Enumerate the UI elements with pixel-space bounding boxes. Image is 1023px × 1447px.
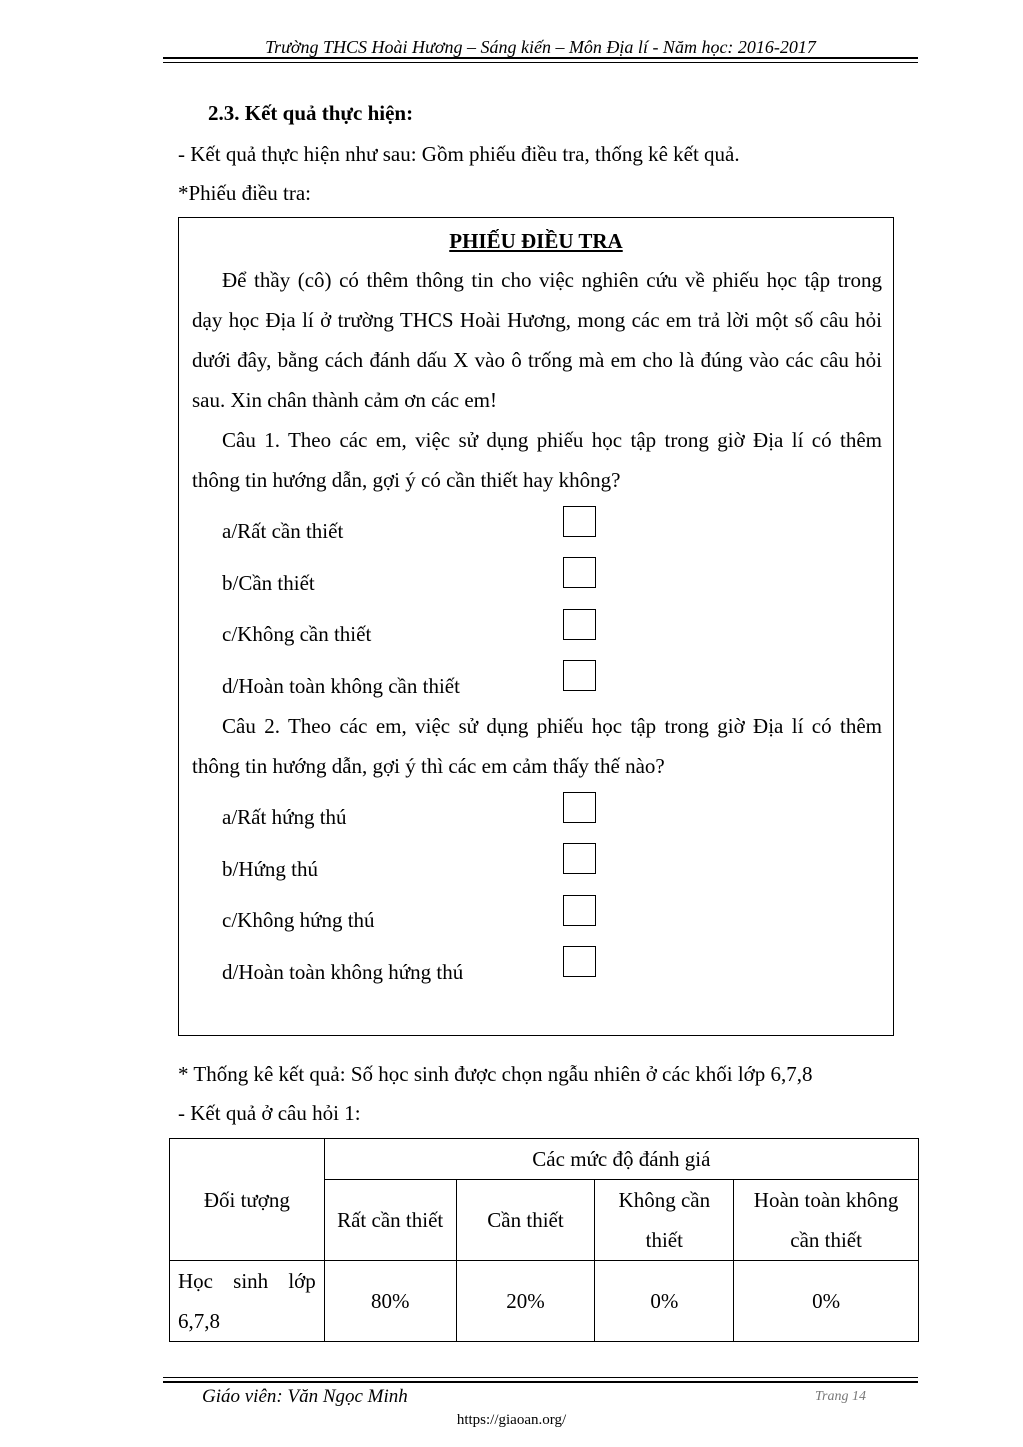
footer-rule-bottom <box>163 1381 918 1383</box>
q2-checkbox-d[interactable] <box>563 946 596 977</box>
header-level: Hoàn toàn không cần thiết <box>734 1180 919 1261</box>
table-row <box>170 1261 919 1342</box>
q1-option-b: b/Cần thiết <box>222 571 315 595</box>
q2-option-d: d/Hoàn toàn không hứng thú <box>222 960 464 984</box>
section-intro: - Kết quả thực hiện như sau: Gồm phiếu điều tra, thống kê kết quả. <box>178 142 740 166</box>
survey-intro <box>192 260 882 420</box>
q2-option-b: b/Hứng thú <box>222 857 318 881</box>
page-header: Trường THCS Hoài Hương – Sáng kiến – Môn Địa lí - Năm học: 2016-2017 <box>265 37 816 57</box>
header-rule-bottom <box>163 62 918 63</box>
row-value: 0% <box>595 1261 734 1342</box>
row-value: 80% <box>324 1261 456 1342</box>
header-level: Không cần thiết <box>595 1180 734 1261</box>
question-1-text: Câu 1. Theo các em, việc sử dụng phiếu học tập trong giờ Địa lí có thêm thông tin hướng dẫn, gợi ý có cần thiết hay không? <box>192 428 882 492</box>
table-header-row <box>170 1139 919 1180</box>
q1-checkbox-a[interactable] <box>563 506 596 537</box>
q2-option-c: c/Không hứng thú <box>222 908 375 932</box>
q1-checkbox-c[interactable] <box>563 609 596 640</box>
header-rule-top <box>163 57 918 59</box>
row-value: 0% <box>734 1261 919 1342</box>
question-2-text: Câu 2. Theo các em, việc sử dụng phiếu học tập trong giờ Địa lí có thêm thông tin hướng dẫn, gợi ý thì các em cảm thấy thế nào? <box>192 714 882 778</box>
survey-intro-text: Để thầy (cô) có thêm thông tin cho việc nghiên cứu về phiếu học tập trong dạy học Địa lí ở trường THCS Hoài Hương, mong các em trả lời một số câu hỏi dưới đây, bằng cách đánh dấu X vào ô trống mà em cho là đúng vào các câu hỏi sau. Xin chân thành cảm ơn các em! <box>192 268 882 412</box>
header-level: Rất cần thiết <box>324 1180 456 1261</box>
results-table <box>169 1138 919 1342</box>
q1-option-a: a/Rất cần thiết <box>222 519 344 543</box>
q1-option-c: c/Không cần thiết <box>222 622 372 646</box>
footer-teacher: Giáo viên: Văn Ngọc Minh <box>202 1386 408 1407</box>
section-heading: 2.3. Kết quả thực hiện: <box>208 101 414 125</box>
header-levels-group: Các mức độ đánh giá <box>324 1139 918 1180</box>
row-value: 20% <box>456 1261 595 1342</box>
q2-checkbox-c[interactable] <box>563 895 596 926</box>
question-2 <box>192 706 882 786</box>
stats-label: * Thống kê kết quả: Số học sinh được chọn ngẫu nhiên ở các khối lớp 6,7,8 <box>178 1062 813 1086</box>
q1-option-d: d/Hoàn toàn không cần thiết <box>222 674 460 698</box>
footer-page-number: Trang 14 <box>815 1389 866 1404</box>
footer-rule-top <box>163 1377 918 1378</box>
survey-label: *Phiếu điều tra: <box>178 181 311 205</box>
q1-checkbox-d[interactable] <box>563 660 596 691</box>
q2-option-a: a/Rất hứng thú <box>222 805 347 829</box>
question-1 <box>192 420 882 500</box>
q1-checkbox-b[interactable] <box>563 557 596 588</box>
header-subject: Đối tượng <box>170 1139 325 1261</box>
q1-results-label: - Kết quả ở câu hỏi 1: <box>178 1101 361 1125</box>
row-subject: Học sinh lớp 6,7,8 <box>170 1261 325 1342</box>
header-level: Cần thiết <box>456 1180 595 1261</box>
survey-title: PHIẾU ĐIỀU TRA <box>449 229 623 253</box>
q2-checkbox-a[interactable] <box>563 792 596 823</box>
q2-checkbox-b[interactable] <box>563 843 596 874</box>
footer-url[interactable]: https://giaoan.org/ <box>456 1412 567 1428</box>
